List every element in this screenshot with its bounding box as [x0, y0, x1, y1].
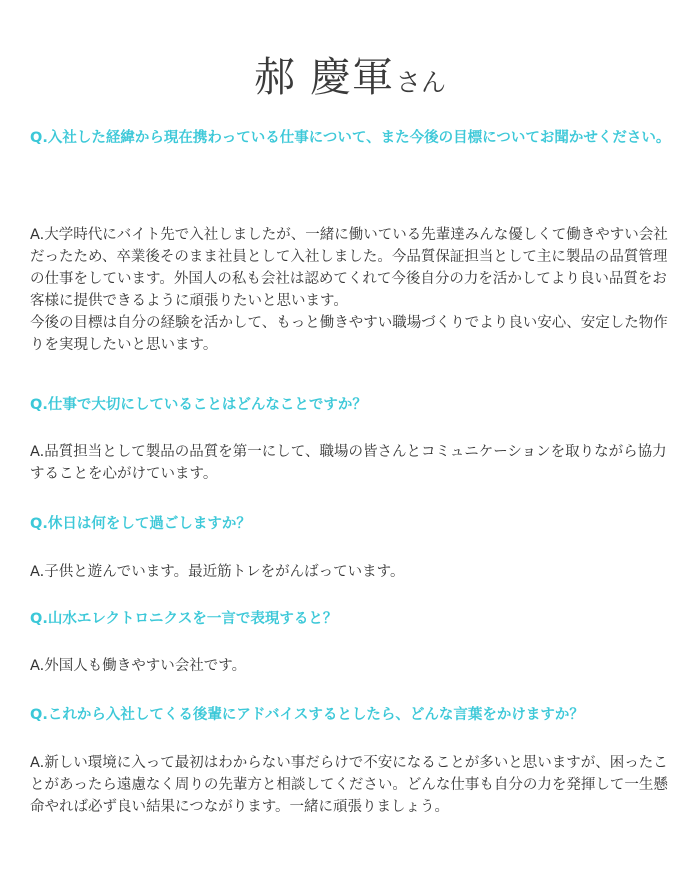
- answer-4-paragraph-1: A.外国人も働きやすい会社です。: [30, 658, 247, 674]
- question-3: Q.休日は何をして過ごしますか？: [30, 516, 251, 532]
- question-5: Q.これから入社してくる後輩にアドバイスするとしたら、どんな言葉をかけますか？: [30, 707, 584, 723]
- answer-2-paragraph-1: A.品質担当として製品の品質を第一にして、職場の皆さんとコミュニケーションを取りながら協力することを心がけています。: [30, 444, 667, 482]
- answer-1-paragraph-2: 今後の目標は自分の経験を活かして、もっと働きやすい職場づくりでより良い安心、安定した物作りを実現したいと思います。: [30, 315, 668, 353]
- person-name: 郝 慶軍: [253, 53, 395, 101]
- answer-5: [30, 752, 672, 818]
- question-2: Q.仕事で大切にしていることはどんなことですか？: [30, 397, 367, 413]
- honorific-suffix: さん: [396, 68, 447, 97]
- answer-3-paragraph-1: A.子供と遊んでいます。最近筋トレをがんばっています。: [30, 564, 405, 580]
- question-4: Q.山水エレクトロニクスを一言で表現すると？: [30, 611, 338, 627]
- answer-2: [30, 441, 672, 485]
- answer-1-paragraph-1: A.大学時代にバイト先で入社しましたが、一緒に働いている先輩達みんな優しくて働きやすい会社だったため、卒業後そのまま社員として入社しました。今品質保証担当として主に製品の品質管理の仕事をしています。外国人の私も会社は認めてくれて今後自分の力を活かしてより良い品質をお客様に提供できるように頑張りたいと思います。: [30, 227, 668, 309]
- answer-5-paragraph-1: A.新しい環境に入って最初はわからない事だらけで不安になることが多いと思いますが、困ったことがあったら遠慮なく周りの先輩方と相談してください。どんな仕事も自分の力を発揮して一生懸命やれば必ず良い結果につながります。一緒に頑張りましょう。: [30, 755, 668, 815]
- answer-3: [30, 561, 672, 583]
- answer-1: [30, 224, 672, 356]
- page-title: [0, 53, 700, 101]
- answer-4: [30, 655, 672, 677]
- question-1: Q.入社した経緯から現在携わっている仕事について、また今後の目標についてお聞かせください。: [30, 130, 671, 146]
